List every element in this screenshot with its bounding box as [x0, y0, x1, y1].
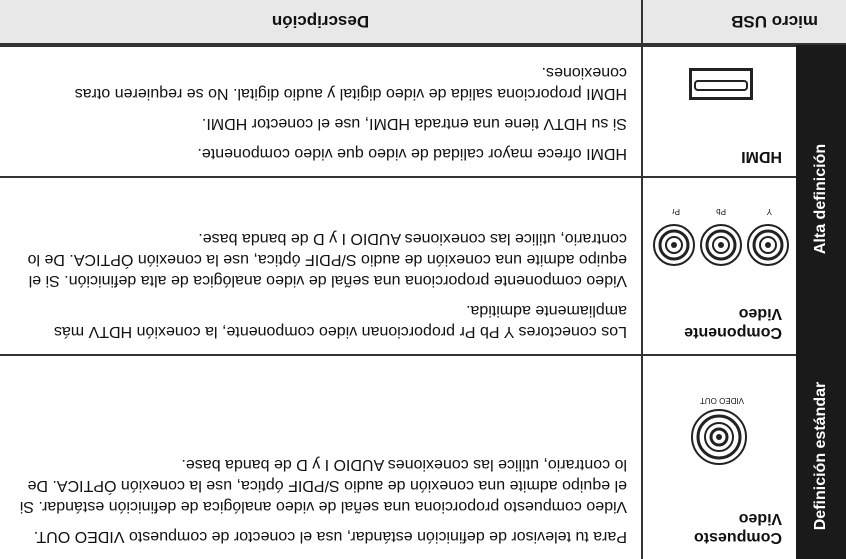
standard-definition-band: [796, 354, 846, 559]
hdmi-connector-cell: [641, 47, 796, 176]
description-column-header-label: Descripción: [271, 12, 370, 32]
standard-definition-label: Definición estándar: [811, 382, 829, 531]
component-connector-name: [684, 304, 782, 342]
composite-connector-cell: [641, 356, 796, 559]
port-label-pr: Pr: [672, 207, 680, 216]
component-description: [8, 178, 641, 354]
composite-description: [8, 356, 641, 559]
high-definition-band: [796, 45, 846, 354]
table-row-component: [0, 176, 796, 354]
hdmi-desc-p3: HDMI proporciona salida de video digital y audio digital. No se requieren otras conexiones.: [74, 64, 627, 102]
hdmi-desc-p1: HDMI ofrece mayor calidad de video que video componente.: [197, 145, 627, 162]
composite-desc-p2: Video compuesto proporciona una señal de video analógica de definición estándar. Si el equipo admite una conexión de audio S/PDIF óptica, use la conexión ÓPTICA. De lo contrario, utilice las conexiones AUDIO I y D de banda base.: [19, 456, 627, 515]
table-row-hdmi: [0, 45, 796, 176]
composite-desc-p1: Para tu televisor de definición estándar, usa el conector de compuesto VIDEO OUT.: [33, 528, 627, 545]
rca-component-ports-icon: [650, 220, 790, 270]
hdmi-port-icon: [689, 68, 753, 100]
component-connector-cell: [641, 178, 796, 354]
port-label-pb: Pb: [716, 207, 726, 216]
table-row-composite: [0, 354, 796, 559]
rca-video-out-icon: [689, 407, 749, 467]
component-desc-p1: Los conectores Y Pb Pr proporcionan video componente, la conexión HDTV más ampliamente admitida.: [53, 302, 627, 340]
hdmi-description: [8, 47, 641, 176]
connector-column-header-label: micro USB: [731, 12, 818, 32]
high-definition-label: Alta definición: [811, 144, 829, 255]
component-name-line2: Video: [738, 305, 782, 322]
composite-name-line1: Compuesto: [694, 529, 782, 546]
component-name-line1: Componente: [684, 324, 782, 341]
composite-connector-name: [694, 509, 782, 547]
port-label-y: Y: [766, 207, 772, 216]
hdmi-connector-name: HDMI: [741, 148, 782, 165]
video-out-port-label: VIDEO OUT: [699, 396, 744, 405]
component-desc-p2: Video componente proporciona una señal de video analógica de alta definición. Si el equipo admite una conexión de audio S/PDIF óptica, use la conexión ÓPTICA. De lo contrario, utilice las conexiones AUDIO I y D de banda base.: [27, 230, 627, 289]
composite-name-line2: Video: [738, 510, 782, 527]
hdmi-desc-p2: Si su HDTV tiene una entrada HDMI, use el conector HDMI.: [201, 115, 627, 132]
description-column-header: [0, 0, 641, 45]
connector-column-header: [641, 0, 846, 45]
